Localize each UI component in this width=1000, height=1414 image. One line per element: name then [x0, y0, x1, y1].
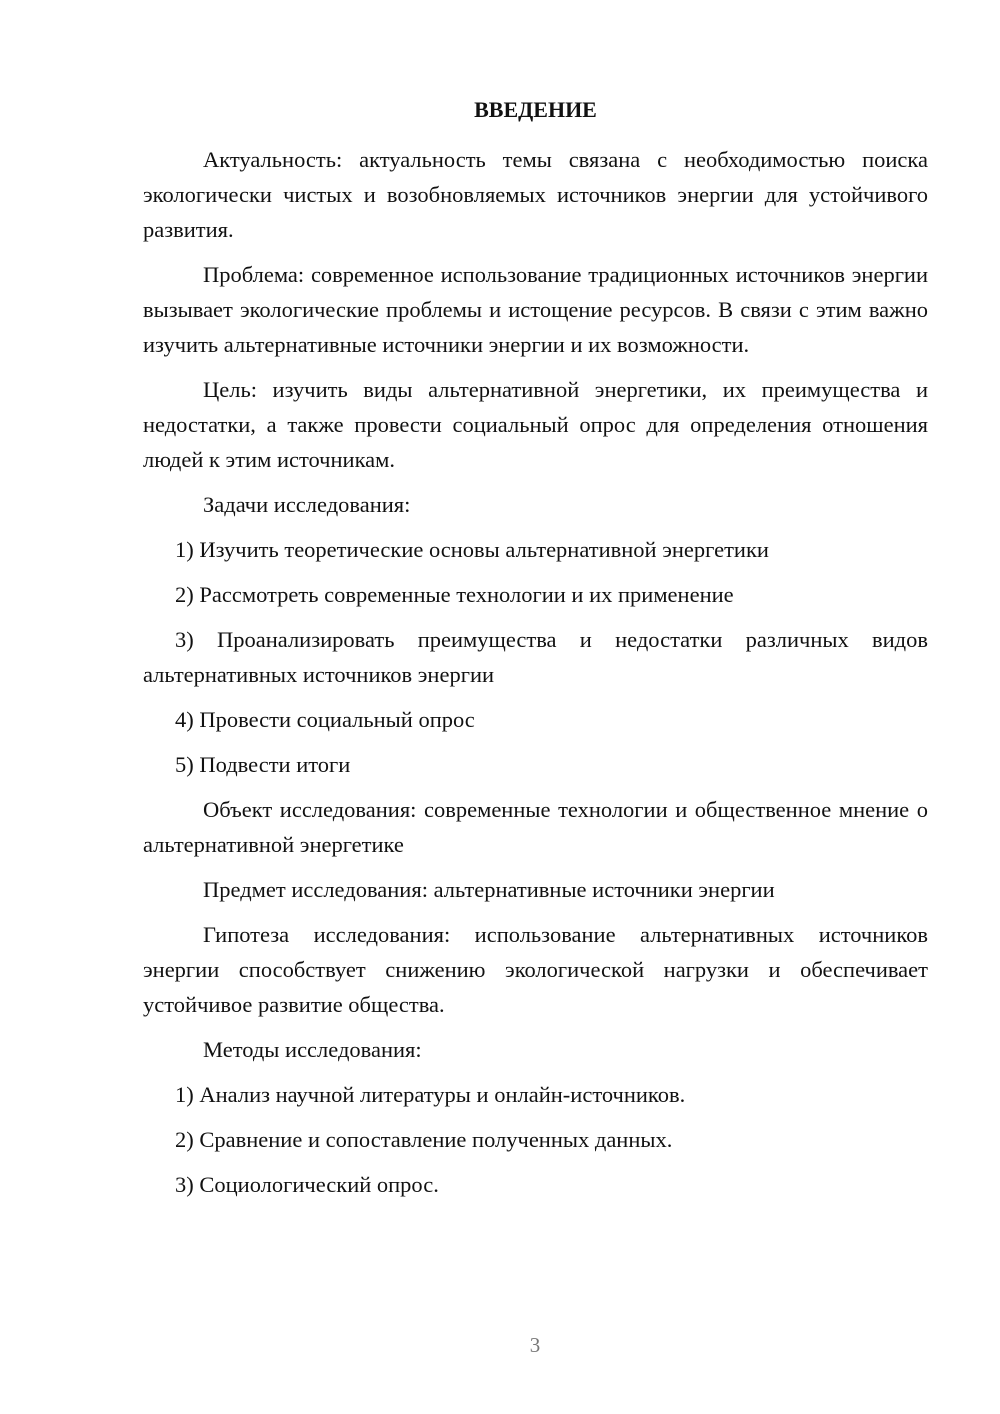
hypothesis-paragraph: Гипотеза исследования: использование альтернативных источников энергии способствует снижению экологической нагрузки и обеспечивает устойчивое развитие общества. [143, 922, 928, 1017]
tasks-heading: Задачи исследования: [203, 492, 411, 517]
task-item: 5) Подвести итоги [175, 752, 351, 777]
page-number: 3 [529, 1333, 541, 1357]
document-body [143, 142, 928, 1212]
goal-paragraph: Цель: изучить виды альтернативной энергетики, их преимущества и недостатки, а также провести социальный опрос для определения отношения людей к этим источникам. [143, 377, 928, 472]
methods-heading: Методы исследования: [203, 1037, 422, 1062]
method-item: 1) Анализ научной литературы и онлайн-источников. [175, 1082, 686, 1107]
page-title: ВВЕДЕНИЕ [474, 97, 597, 122]
method-item: 3) Социологический опрос. [175, 1172, 439, 1197]
task-item: 2) Рассмотреть современные технологии и их применение [175, 582, 734, 607]
task-item: 3) Проанализировать преимущества и недостатки различных видов альтернативных источников энергии [143, 627, 928, 687]
subject-paragraph: Предмет исследования: альтернативные источники энергии [203, 877, 775, 902]
task-item: 4) Провести социальный опрос [175, 707, 475, 732]
method-item: 2) Сравнение и сопоставление полученных данных. [175, 1127, 673, 1152]
problem-paragraph: Проблема: современное использование традиционных источников энергии вызывает экологические проблемы и истощение ресурсов. В связи с этим важно изучить альтернативные источники энергии и их возможности. [143, 262, 928, 357]
task-item: 1) Изучить теоретические основы альтернативной энергетики [175, 537, 769, 562]
relevance-paragraph: Актуальность: актуальность темы связана с необходимостью поиска экологически чистых и возобновляемых источников энергии для устойчивого развития. [143, 147, 928, 242]
object-paragraph: Объект исследования: современные технологии и общественное мнение о альтернативной энергетике [143, 797, 928, 857]
